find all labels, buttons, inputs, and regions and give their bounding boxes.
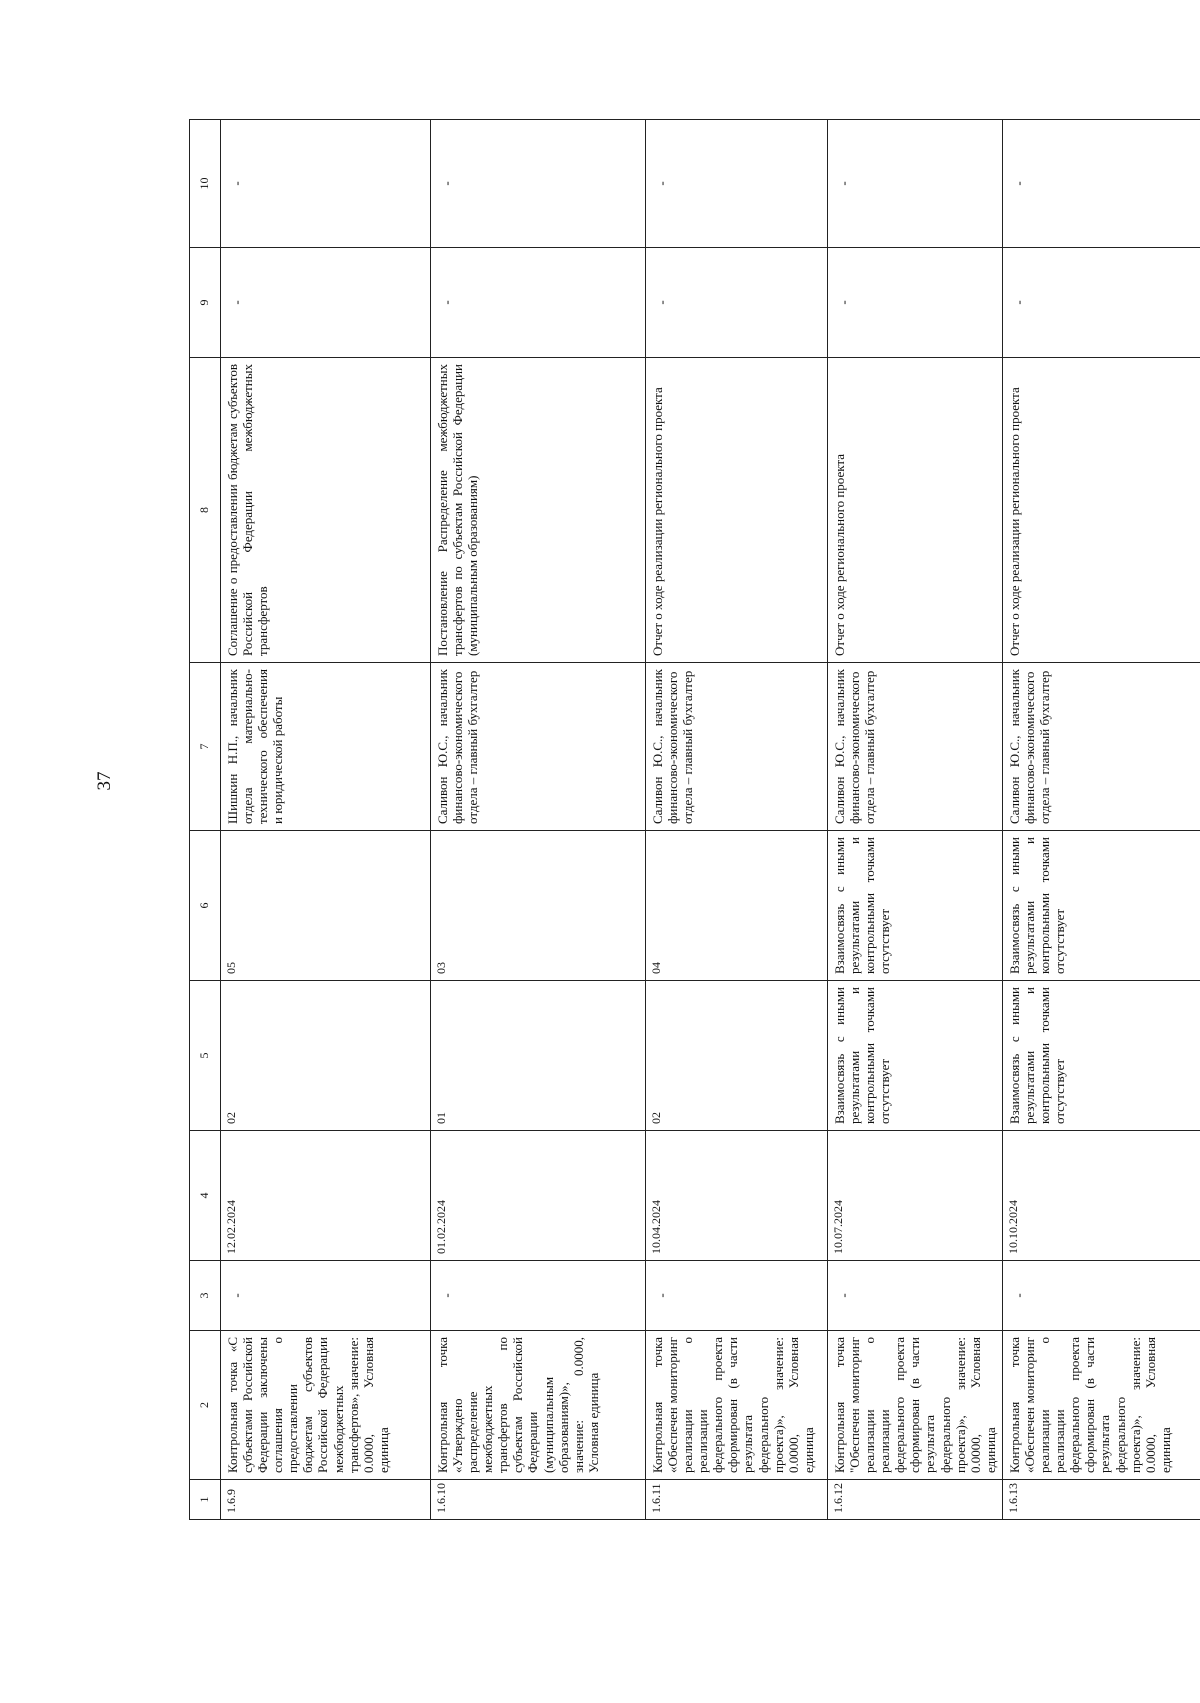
col3-cell: - — [1003, 1261, 1200, 1331]
control-point-cell: Контрольная точка «Обеспечен мониторинг реализации о реализации федерального проекта сформирован (в части результата федерального проекта)», значение: 0.0000, Условная единица — [1003, 1331, 1200, 1480]
col6-cell: Взаимосвязь с иными результатами и контрольными точками отсутствует — [1003, 831, 1200, 981]
responsible-cell: Саливон Ю.С., начальник финансово-экономического отдела – главный бухгалтер — [828, 663, 1003, 831]
document-cell: Отчет о ходе реализации регионального проекта — [646, 358, 828, 663]
row-number-cell: 1.6.12 — [828, 1480, 1003, 1520]
date-cell: 01.02.2024 — [431, 1131, 646, 1261]
header-cell: 2 — [190, 1331, 221, 1480]
page-number: 37 — [94, 771, 115, 791]
col6-cell: 05 — [221, 831, 431, 981]
responsible-cell: Шишкин Н.П., начальник отдела материально-технического обеспечения и юридической работы — [221, 663, 431, 831]
col6-cell: Взаимосвязь с иными результатами и контрольными точками отсутствует — [828, 831, 1003, 981]
control-points-table — [189, 119, 1200, 1520]
col3-cell: - — [431, 1261, 646, 1331]
col10-cell: - — [646, 120, 828, 248]
col5-cell: 02 — [646, 981, 828, 1131]
col3-cell: - — [221, 1261, 431, 1331]
table-row — [828, 120, 1003, 1520]
col9-cell: - — [828, 248, 1003, 358]
date-cell: 10.04.2024 — [646, 1131, 828, 1261]
table-row — [221, 120, 431, 1520]
col10-cell: - — [828, 120, 1003, 248]
col10-cell: - — [1003, 120, 1200, 248]
table-row — [646, 120, 828, 1520]
row-number-cell: 1.6.13 — [1003, 1480, 1200, 1520]
col5-cell: 02 — [221, 981, 431, 1131]
date-cell: 10.10.2024 — [1003, 1131, 1200, 1261]
header-cell: 10 — [190, 120, 221, 248]
col10-cell: - — [221, 120, 431, 248]
responsible-cell: Саливон Ю.С., начальник финансово-экономического отдела – главный бухгалтер — [646, 663, 828, 831]
control-point-cell: Контрольная точка «С субъектами Российской Федерации заключены соглашения о предоставлении бюджетам субъектов Российской Федерации межбюджетных трансфертов», значение: 0.0000, Условная единица — [221, 1331, 431, 1480]
header-cell: 9 — [190, 248, 221, 358]
col10-cell: - — [431, 120, 646, 248]
col9-cell: - — [1003, 248, 1200, 358]
document-cell: Отчет о ходе реализации регионального проекта — [1003, 358, 1200, 663]
header-cell: 4 — [190, 1131, 221, 1261]
document-cell: Отчет о ходе регионального проекта — [828, 358, 1003, 663]
table-row — [1003, 120, 1200, 1520]
date-cell: 10.07.2024 — [828, 1131, 1003, 1261]
col6-cell: 04 — [646, 831, 828, 981]
col6-cell: 03 — [431, 831, 646, 981]
header-row — [190, 120, 221, 1520]
header-cell: 1 — [190, 1480, 221, 1520]
control-point-cell: Контрольная точка "Обеспечен мониторинг реализации о реализации федерального проекта сформирован (в части результата федерального проекта)», значение: 0.0000, Условная единица — [828, 1331, 1003, 1480]
col5-cell: Взаимосвязь с иными результатами и контрольными точками отсутствует — [1003, 981, 1200, 1131]
document-cell: Соглашение о предоставлении бюджетам субъектов Российской Федерации межбюджетных трансфертов — [221, 358, 431, 663]
rotated-table-wrapper — [189, 120, 1200, 1520]
row-number-cell: 1.6.11 — [646, 1480, 828, 1520]
col3-cell: - — [646, 1261, 828, 1331]
col9-cell: - — [431, 248, 646, 358]
header-cell: 6 — [190, 831, 221, 981]
control-point-cell: Контрольная точка «Утверждено распределение межбюджетных трансфертов по субъектам Российской Федерации (муниципальным образованиям)», значение: 0.0000, Условная единица — [431, 1331, 646, 1480]
col9-cell: - — [646, 248, 828, 358]
date-cell: 12.02.2024 — [221, 1131, 431, 1261]
header-cell: 8 — [190, 358, 221, 663]
col5-cell: Взаимосвязь с иными результатами и контрольными точками отсутствует — [828, 981, 1003, 1131]
col3-cell: - — [828, 1261, 1003, 1331]
header-cell: 3 — [190, 1261, 221, 1331]
col9-cell: - — [221, 248, 431, 358]
row-number-cell: 1.6.9 — [221, 1480, 431, 1520]
table-row — [431, 120, 646, 1520]
document-cell: Постановление Распределение межбюджетных трансфертов по субъектам Российской Федерации (муниципальным образованиям) — [431, 358, 646, 663]
responsible-cell: Саливон Ю.С., начальник финансово-экономического отдела – главный бухгалтер — [431, 663, 646, 831]
header-cell: 5 — [190, 981, 221, 1131]
row-number-cell: 1.6.10 — [431, 1480, 646, 1520]
control-point-cell: Контрольная точка «Обеспечен мониторинг реализации о реализации федерального проекта сформирован (в части результата федерального проекта)», значение: 0.0000, Условная единица — [646, 1331, 828, 1480]
responsible-cell: Саливон Ю.С., начальник финансово-экономического отдела – главный бухгалтер — [1003, 663, 1200, 831]
header-cell: 7 — [190, 663, 221, 831]
col5-cell: 01 — [431, 981, 646, 1131]
